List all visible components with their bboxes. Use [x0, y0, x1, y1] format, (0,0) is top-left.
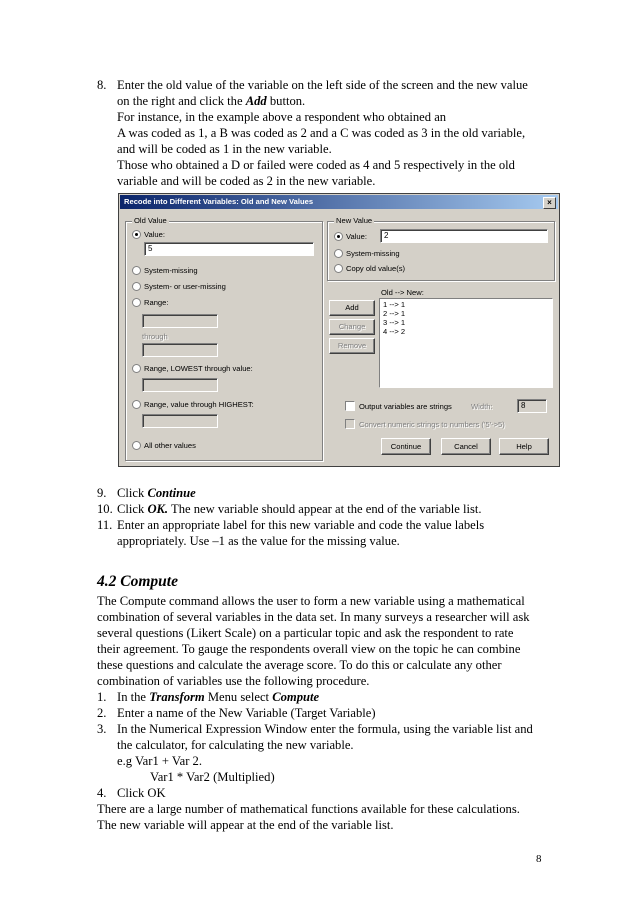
dialog-title: Recode into Different Variables: Old and New Values × [120, 195, 558, 209]
range-lowest-label: Range, LOWEST through value: [144, 364, 253, 373]
width-label: Width: [471, 402, 493, 411]
paragraph-line: their agreement. To gauge the respondents overall view on the topic he can combine [97, 642, 521, 656]
output-strings-checkbox[interactable] [345, 401, 355, 411]
old-new-label: Old --> New: [381, 288, 424, 297]
remove-button[interactable]: Remove [329, 338, 375, 354]
step8-line4: A was coded as 1, a B was coded as 2 and a C was coded as 3 in the old variable, [117, 126, 526, 140]
range-highest-radio[interactable] [132, 400, 141, 409]
paragraph-line: several questions (Likert Scale) on a particular topic and ask the respondent to rate [97, 626, 514, 640]
paragraph-line: combination of variables use the following procedure. [97, 674, 370, 688]
compute-example2: Var1 * Var2 (Multiplied) [150, 770, 275, 784]
through-label: through [142, 332, 168, 341]
step-number: 11. [97, 518, 113, 532]
paragraph-line: these questions and calculate the average score. To do this or calculate any other [97, 658, 502, 672]
range-lowest-radio[interactable] [132, 364, 141, 373]
all-other-label: All other values [144, 441, 196, 450]
paragraph-line: The Compute command allows the user to form a new variable using a mathematical [97, 594, 525, 608]
step8-line7: variable and will be coded as 2 in the new variable. [117, 174, 376, 188]
output-strings-label: Output variables are strings [359, 402, 452, 411]
convert-numeric-checkbox[interactable] [345, 419, 355, 429]
step-number: 3. [97, 722, 107, 736]
compute-step2: Enter a name of the New Variable (Target Variable) [117, 706, 376, 720]
range-radio[interactable] [132, 298, 141, 307]
copy-old-label: Copy old value(s) [346, 264, 406, 273]
range-from-input[interactable] [142, 314, 218, 328]
old-value-title: Old Value [134, 216, 167, 225]
new-system-missing-radio[interactable] [334, 249, 343, 258]
old-value-label: Value: [144, 230, 165, 239]
convert-numeric-label: Convert numeric strings to numbers ('5'->5) [359, 420, 505, 429]
page-number: 8 [536, 853, 542, 865]
new-value-input[interactable]: 2 [380, 229, 548, 243]
step-number: 8. [97, 78, 107, 92]
new-system-missing-label: System-missing [346, 249, 400, 258]
change-button[interactable]: Change [329, 319, 375, 335]
compute-step1: In the Transform Menu select Compute [117, 690, 320, 704]
step-number: 9. [97, 486, 107, 500]
list-item[interactable]: 3 --> 1 [383, 318, 406, 327]
step8-line3: For instance, in the example above a respondent who obtained an [117, 110, 447, 124]
range-highest-input[interactable] [142, 414, 218, 428]
paragraph-line: combination of several variables in the data set. In many surveys a researcher will ask [97, 610, 530, 624]
range-lowest-input[interactable] [142, 378, 218, 392]
range-highest-label: Range, value through HIGHEST: [144, 400, 254, 409]
new-value-title: New Value [336, 216, 373, 225]
step-number: 10. [97, 502, 113, 516]
step11-line1: Enter an appropriate label for this new variable and code the value labels [117, 518, 485, 532]
old-value-input[interactable]: 5 [144, 242, 314, 256]
all-other-radio[interactable] [132, 441, 141, 450]
step8-line5: and will be coded as 1 in the new variable. [117, 142, 332, 156]
range-label: Range: [144, 298, 169, 307]
step8-line6: Those who obtained a D or failed were coded as 4 and 5 respectively in the old [117, 158, 515, 172]
step9: Click Continue [117, 486, 196, 500]
step8-line1: Enter the old value of the variable on the left side of the screen and the new value [117, 78, 528, 92]
old-system-user-missing-label: System- or user-missing [144, 282, 226, 291]
add-button[interactable]: Add [329, 300, 375, 316]
section-heading: 4.2 Compute [97, 573, 178, 590]
step-number: 2. [97, 706, 107, 720]
old-system-missing-label: System-missing [144, 266, 198, 275]
list-item[interactable]: 1 --> 1 [383, 300, 406, 309]
step10: Click OK. The new variable should appear at the end of the variable list. [117, 502, 482, 516]
paragraph-line: There are a large number of mathematical functions available for these calculations. [97, 802, 520, 816]
old-system-user-missing-radio[interactable] [132, 282, 141, 291]
range-to-input[interactable] [142, 343, 218, 357]
old-new-list[interactable] [379, 298, 553, 388]
new-value-radio[interactable] [334, 232, 343, 241]
step11-line2: appropriately. Use –1 as the value for the missing value. [117, 534, 400, 548]
new-value-group [327, 216, 555, 281]
help-button[interactable]: Help [499, 438, 549, 455]
list-item[interactable]: 4 --> 2 [383, 327, 406, 336]
close-icon[interactable]: × [543, 197, 556, 209]
cancel-button[interactable]: Cancel [441, 438, 491, 455]
list-item[interactable]: 2 --> 1 [383, 309, 406, 318]
compute-step3-line2: the calculator, for calculating the new variable. [117, 738, 354, 752]
old-value-radio[interactable] [132, 230, 141, 239]
new-value-label: Value: [346, 232, 367, 241]
copy-old-radio[interactable] [334, 264, 343, 273]
compute-example1: e.g Var1 + Var 2. [117, 754, 202, 768]
width-input[interactable]: 8 [517, 399, 547, 413]
old-value-group [125, 216, 323, 461]
step-number: 1. [97, 690, 107, 704]
step8-line2: on the right and click the Add button. [117, 94, 306, 108]
compute-step3-line1: In the Numerical Expression Window enter the formula, using the variable list and [117, 722, 533, 736]
continue-button[interactable]: Continue [381, 438, 431, 455]
compute-step4: Click OK [117, 786, 166, 800]
step-number: 4. [97, 786, 107, 800]
old-system-missing-radio[interactable] [132, 266, 141, 275]
recode-dialog [118, 193, 560, 467]
paragraph-line: The new variable will appear at the end of the variable list. [97, 818, 394, 832]
